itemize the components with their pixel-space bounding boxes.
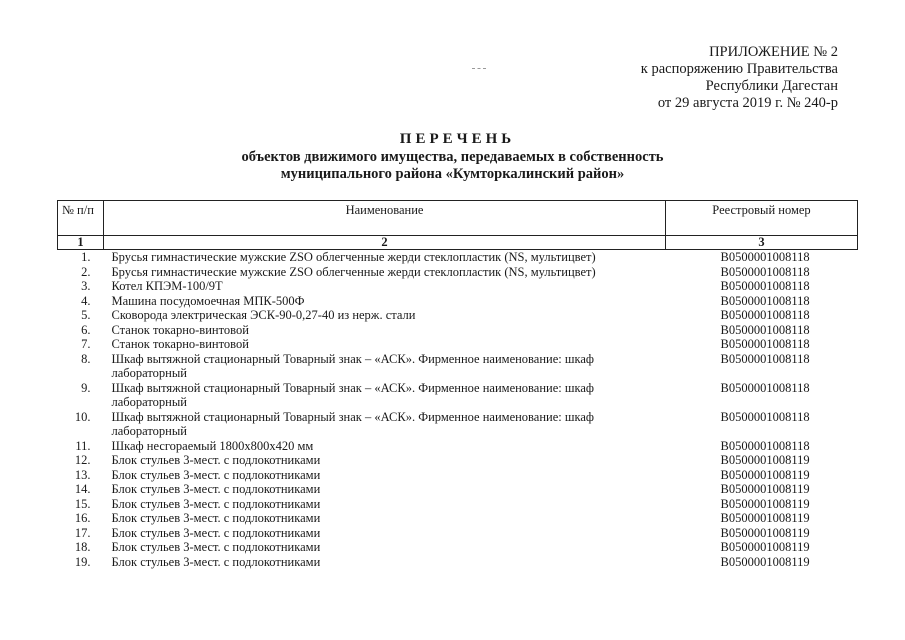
table-row <box>58 381 858 410</box>
row-name-line: Блок стульев 3-мест. с подлокотниками <box>111 525 321 540</box>
row-name <box>104 352 666 381</box>
appendix-date-line: от 29 августа 2019 г. № 240-р <box>657 95 838 111</box>
row-number: 3. <box>81 279 91 293</box>
row-name-line: Шкаф вытяжной стационарный Товарный знак – «АСК». Фирменное наименование: шкаф <box>111 351 595 366</box>
row-name <box>104 323 666 338</box>
appendix-block <box>641 44 838 112</box>
row-name <box>104 453 666 468</box>
row-name <box>104 308 666 323</box>
row-number: 5. <box>81 308 91 322</box>
row-name-line: Станок токарно-винтовой <box>111 322 249 337</box>
table-row <box>58 337 858 352</box>
row-name <box>104 482 666 497</box>
row-number: 19. <box>74 554 91 569</box>
row-name <box>104 337 666 352</box>
row-name-continuation: лабораторный <box>111 424 187 438</box>
row-name-line: Шкаф вытяжной стационарный Товарный знак – «АСК». Фирменное наименование: шкаф <box>111 409 595 424</box>
row-number: 13. <box>74 467 91 482</box>
row-number: 18. <box>74 540 91 554</box>
row-registry-number: B0500001008118 <box>720 250 810 264</box>
document-title-block <box>0 130 905 183</box>
row-registry-number: B0500001008118 <box>720 380 810 395</box>
row-name-line: Блок стульев 3-мест. с подлокотниками <box>111 453 321 467</box>
property-table <box>57 200 858 569</box>
row-number: 8. <box>81 351 91 366</box>
header-name: Наименование <box>104 201 666 236</box>
row-number: 11. <box>75 438 91 453</box>
row-name <box>104 555 666 570</box>
row-number: 6. <box>81 322 91 337</box>
row-number: 10. <box>74 409 91 424</box>
row-registry-number: B0500001008118 <box>720 293 810 308</box>
row-name <box>104 540 666 555</box>
row-registry-number: B0500001008119 <box>720 496 810 511</box>
row-name-continuation: лабораторный <box>111 366 187 380</box>
row-name-line: Блок стульев 3-мест. с подлокотниками <box>111 511 321 525</box>
row-number: 9. <box>81 380 91 395</box>
row-registry-number: B0500001008118 <box>720 337 810 351</box>
row-registry-number: B0500001008119 <box>720 482 810 496</box>
row-registry-number: B0500001008118 <box>720 264 810 279</box>
row-registry-number: B0500001008119 <box>720 554 810 569</box>
row-name-line: Шкаф несгораемый 1800х800х420 мм <box>111 438 314 453</box>
table-row <box>58 439 858 454</box>
column-number-3: 3 <box>666 236 858 250</box>
header-number: № п/п <box>58 201 104 236</box>
table-row <box>58 294 858 309</box>
table-row <box>58 540 858 555</box>
table-row <box>58 497 858 512</box>
row-registry-number: B0500001008119 <box>720 467 810 482</box>
row-name-line: Котел КПЭМ-100/9Т <box>111 279 223 293</box>
row-name-line: Сковорода электрическая ЭСК-90-0,27-40 из нерж. стали <box>111 308 416 322</box>
row-name <box>104 497 666 512</box>
table-column-numbers-row <box>58 236 858 250</box>
scan-mark <box>472 68 486 70</box>
table-header-row <box>58 201 858 236</box>
table-row <box>58 511 858 526</box>
row-registry-number: B0500001008119 <box>720 453 810 467</box>
row-registry-number: B0500001008118 <box>720 322 810 337</box>
document-subtitle: объектов движимого имущества, передаваемых в собственность <box>241 149 664 165</box>
row-number: 4. <box>81 293 91 308</box>
table-row <box>58 352 858 381</box>
row-number: 17. <box>74 525 91 540</box>
row-name <box>104 439 666 454</box>
column-number-1: 1 <box>58 236 104 250</box>
row-registry-number: B0500001008119 <box>720 540 810 554</box>
table-row <box>58 555 858 570</box>
table-row <box>58 323 858 338</box>
table-row <box>58 453 858 468</box>
row-number: 1. <box>81 250 91 264</box>
column-number-2: 2 <box>104 236 666 250</box>
row-registry-number: B0500001008118 <box>720 308 810 322</box>
row-number: 15. <box>74 496 91 511</box>
row-registry-number: B0500001008118 <box>720 351 810 366</box>
row-name <box>104 279 666 294</box>
table-row <box>58 526 858 541</box>
row-name <box>104 468 666 483</box>
row-name <box>104 511 666 526</box>
appendix-title: ПРИЛОЖЕНИЕ № 2 <box>709 44 838 60</box>
row-name-line: Шкаф вытяжной стационарный Товарный знак – «АСК». Фирменное наименование: шкаф <box>111 380 595 395</box>
row-registry-number: B0500001008118 <box>720 409 810 424</box>
row-number: 16. <box>74 511 91 525</box>
row-name <box>104 381 666 410</box>
row-name-line: Брусья гимнастические мужские ZSO облегченные жерди стеклопластик (NS, мультицвет) <box>111 264 596 279</box>
row-registry-number: B0500001008119 <box>720 511 810 525</box>
table-row <box>58 482 858 497</box>
row-name-line: Машина посудомоечная МПК-500Ф <box>111 293 305 308</box>
row-name-line: Блок стульев 3-мест. с подлокотниками <box>111 540 321 554</box>
row-name-line: Блок стульев 3-мест. с подлокотниками <box>111 496 321 511</box>
row-name-line: Брусья гимнастические мужские ZSO облегченные жерди стеклопластик (NS, мультицвет) <box>111 250 596 264</box>
table-row <box>58 265 858 280</box>
row-name <box>104 250 666 265</box>
row-registry-number: B0500001008118 <box>720 279 810 293</box>
row-name-line: Блок стульев 3-мест. с подлокотниками <box>111 467 321 482</box>
row-name <box>104 294 666 309</box>
document-subtitle-district: муниципального района «Кумторкалинский район» <box>280 166 625 182</box>
row-name <box>104 410 666 439</box>
appendix-decree-line: к распоряжению Правительства <box>640 61 838 77</box>
row-number: 2. <box>81 264 91 279</box>
header-registry-number: Реестровый номер <box>666 201 858 236</box>
table-row <box>58 468 858 483</box>
row-registry-number: B0500001008118 <box>720 438 810 453</box>
row-registry-number: B0500001008119 <box>720 525 810 540</box>
row-name-continuation: лабораторный <box>111 395 187 409</box>
row-number: 12. <box>74 453 91 467</box>
row-name-line: Блок стульев 3-мест. с подлокотниками <box>111 554 321 569</box>
appendix-region-line: Республики Дагестан <box>705 78 838 94</box>
document-heading: ПЕРЕЧЕНЬ <box>399 131 516 147</box>
table-row <box>58 410 858 439</box>
row-name <box>104 265 666 280</box>
table-row <box>58 279 858 294</box>
table-row <box>58 250 858 265</box>
row-number: 7. <box>81 337 91 351</box>
row-name <box>104 526 666 541</box>
table-row <box>58 308 858 323</box>
row-number: 14. <box>74 482 91 496</box>
row-name-line: Блок стульев 3-мест. с подлокотниками <box>111 482 321 496</box>
row-name-line: Станок токарно-винтовой <box>111 337 249 351</box>
